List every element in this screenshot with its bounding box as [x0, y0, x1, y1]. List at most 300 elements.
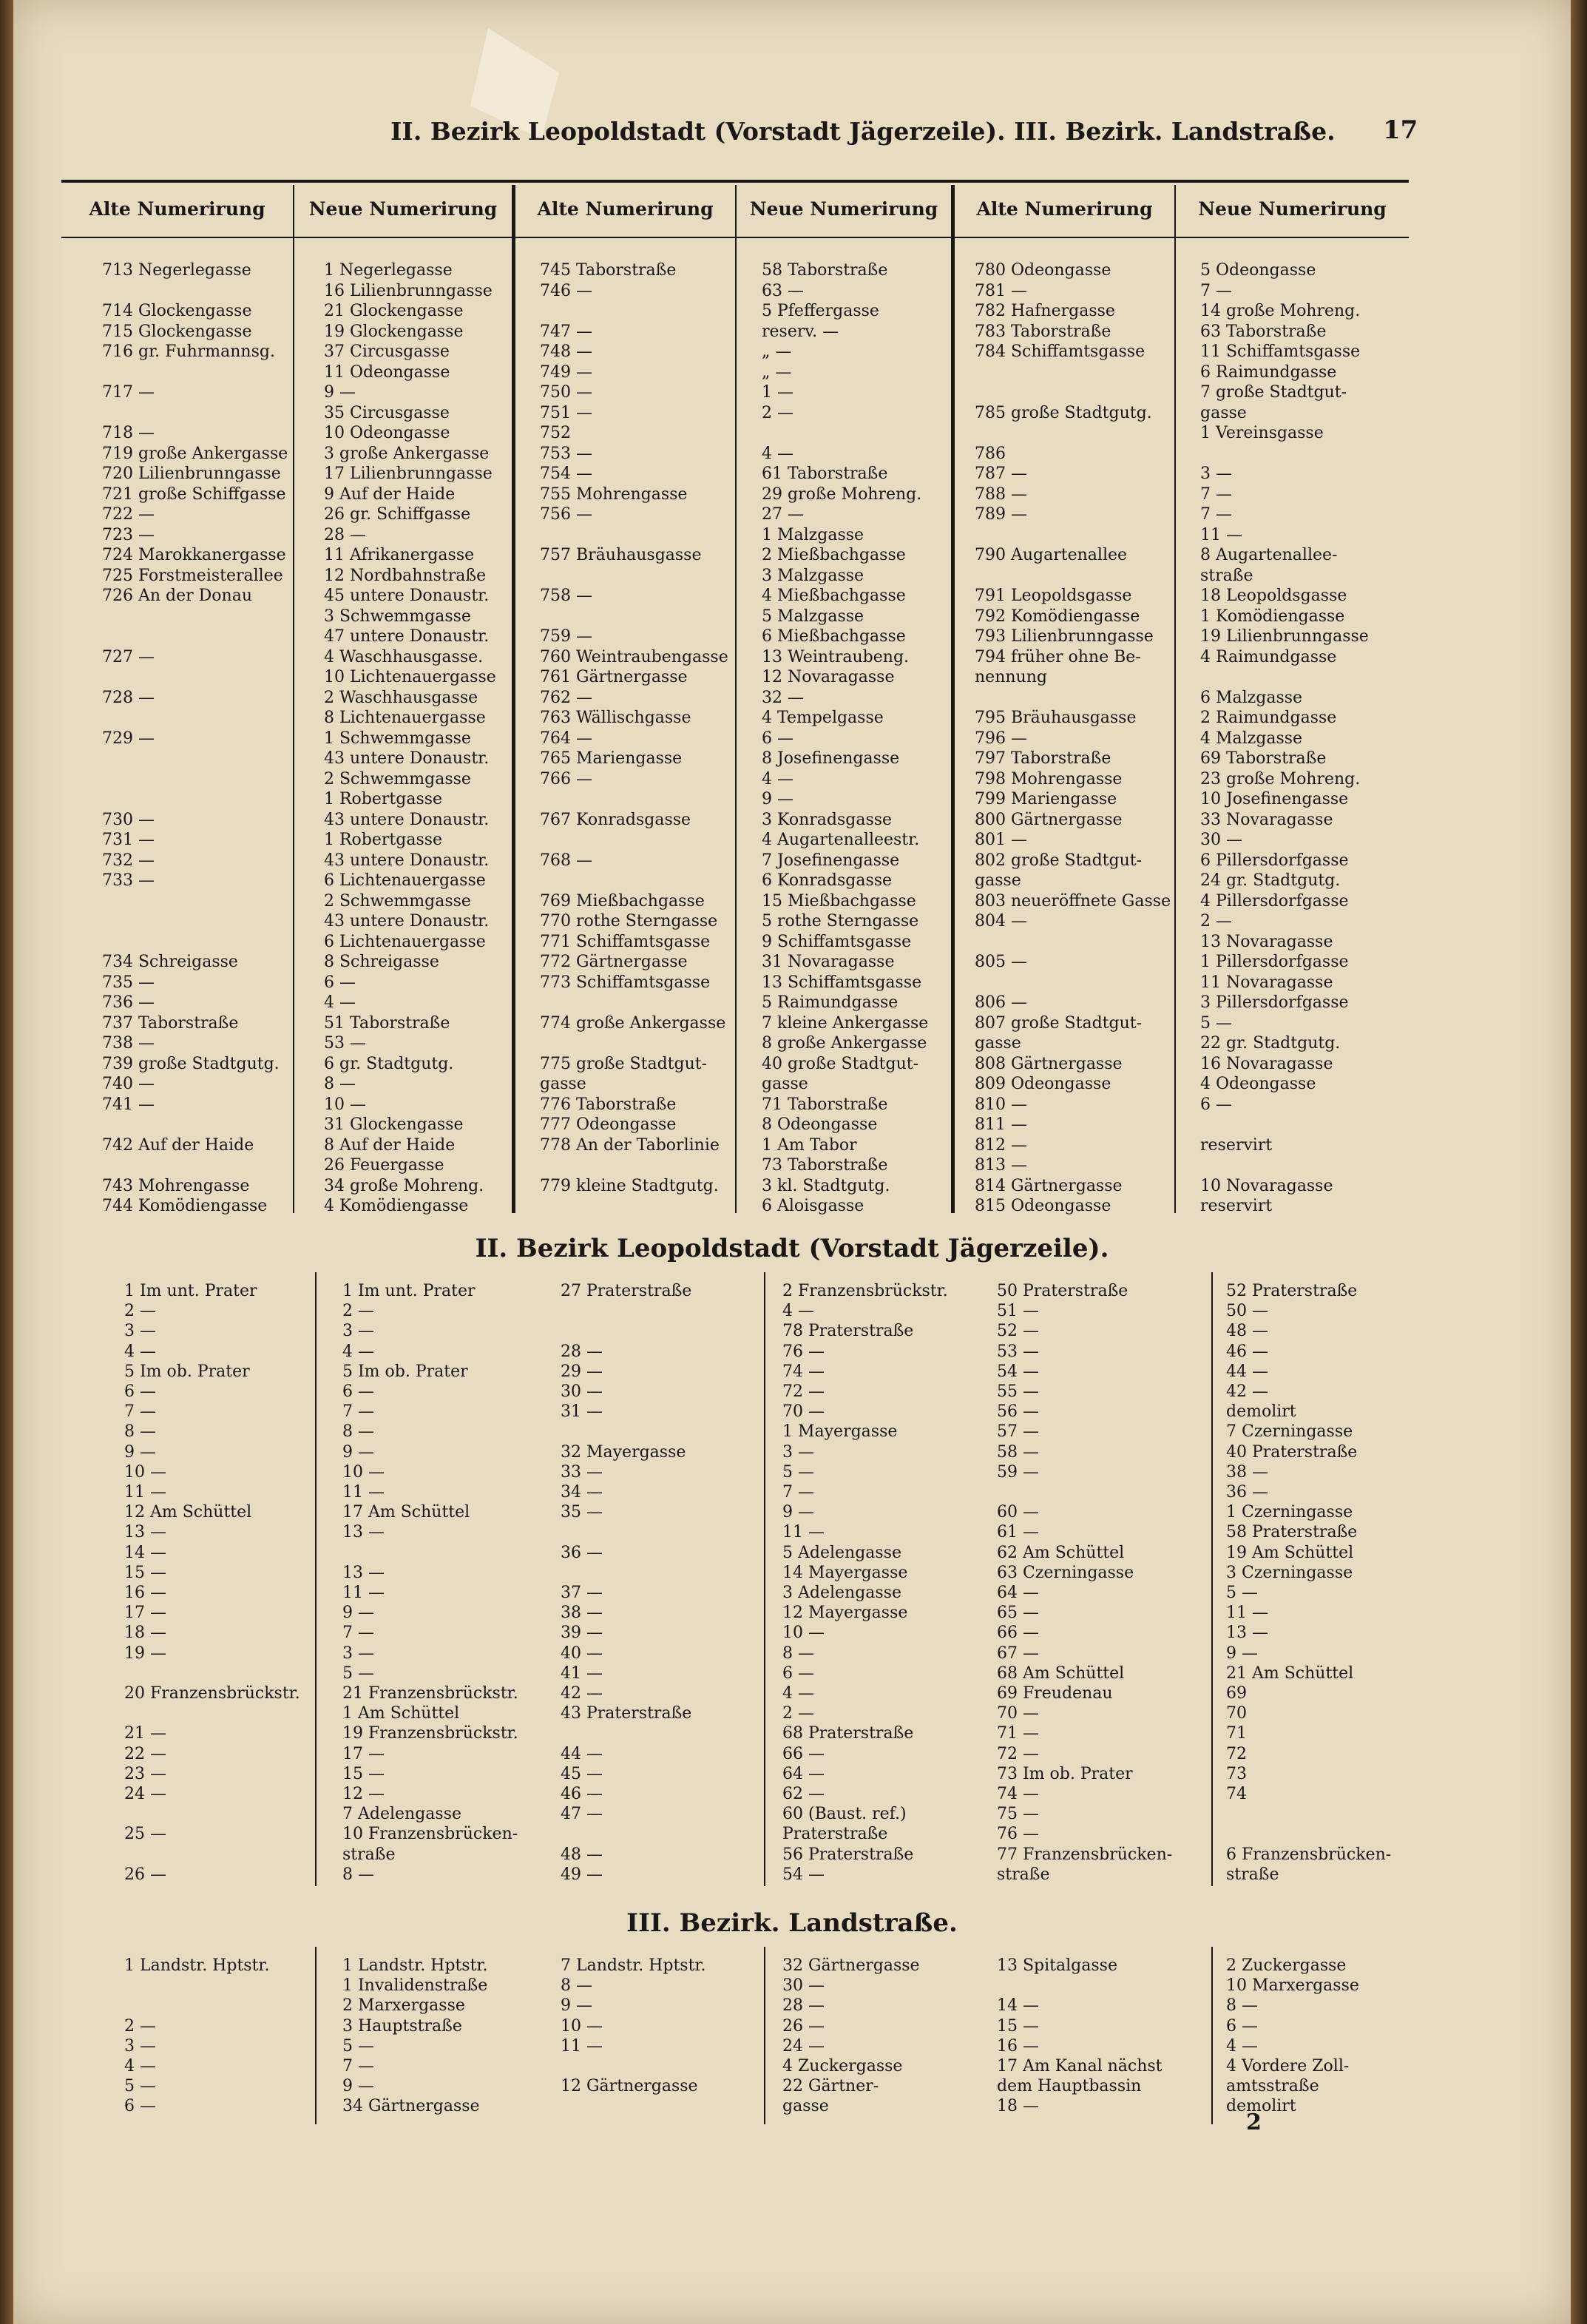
table-cell: 33 Novaragasse [1200, 810, 1333, 829]
table-cell: 7 Landstr. Hptstr. [561, 1956, 706, 1975]
table-cell: 77 Franzensbrücken- [997, 1845, 1173, 1864]
table-cell: 2 Raimundgasse [1200, 709, 1337, 727]
table-cell: 70 — [997, 1704, 1039, 1723]
table-cell: 13 Novaragasse [1200, 932, 1333, 951]
table-cell: 21 — [124, 1724, 166, 1743]
table-cell: 6 — [1200, 1095, 1232, 1114]
table-cell: 795 Bräuhausgasse [975, 709, 1137, 727]
table-cell: 1 — [762, 383, 794, 402]
table-cell: 780 Odeongasse [975, 261, 1111, 280]
table-cell: demolirt [1226, 1402, 1296, 1422]
column-divider [315, 1947, 317, 2124]
table-cell: straße [997, 1865, 1050, 1884]
table-cell: 784 Schiffamtsgasse [975, 342, 1146, 361]
table-cell: 74 — [782, 1362, 825, 1381]
table-cell: 30 — [782, 1976, 825, 1996]
table-cell: 4 Tempelgasse [762, 709, 884, 727]
table-cell: 1 Robertgasse [324, 790, 443, 808]
table-cell: 729 — [102, 729, 155, 748]
table-cell: 69 [1226, 1684, 1247, 1703]
table-cell: 53 — [324, 1034, 366, 1053]
table-cell: 805 — [975, 953, 1027, 971]
table-cell: 750 — [540, 383, 592, 402]
table-cell: 8 Josefinengasse [762, 749, 900, 768]
table-cell: 28 — [782, 1996, 825, 2016]
table-cell: 743 Mohrengasse [102, 1176, 250, 1195]
table-cell: 13 Spitalgasse [997, 1956, 1117, 1975]
table-cell: 771 Schiffamtsgasse [540, 932, 711, 951]
table-cell: 4 — [782, 1302, 814, 1321]
table-cell: 2 — [1200, 912, 1232, 930]
table-cell: 7 große Stadtgut- [1200, 383, 1347, 402]
table-cell: 3 — [342, 1644, 374, 1663]
table-cell: 21 Glockengasse [324, 302, 464, 320]
table-cell: 783 Taborstraße [975, 322, 1111, 341]
book-binding-right [1571, 0, 1587, 2324]
table-cell: 16 Lilienbrunngasse [324, 281, 493, 300]
table-cell: 751 — [540, 403, 592, 422]
table-cell: 45 untere Donaustr. [324, 587, 490, 605]
table-cell: 9 — [561, 1996, 592, 2016]
table-cell: 1 Schwemmgasse [324, 729, 471, 748]
table-cell: 766 — [540, 769, 592, 788]
column-divider [1211, 1272, 1213, 1886]
table-cell: demolirt [1226, 2097, 1296, 2116]
table-cell: 777 Odeongasse [540, 1115, 677, 1134]
table-cell: 10 Josefinengasse [1200, 790, 1349, 808]
table-cell: 37 — [561, 1584, 603, 1602]
table-cell: 24 — [124, 1785, 166, 1803]
table-cell: 25 — [124, 1825, 166, 1844]
table-cell: 13 — [342, 1523, 385, 1542]
table-cell: 17 Lilienbrunngasse [324, 465, 493, 483]
table-cell: 725 Forstmeisterallee [102, 566, 283, 585]
table-cell: 1 Landstr. Hptstr. [124, 1956, 270, 1975]
table-cell: 738 — [102, 1034, 155, 1053]
table-cell: 802 große Stadtgut- [975, 851, 1143, 870]
table-cell: 19 — [124, 1644, 166, 1663]
table-cell: 1 Mayergasse [782, 1422, 898, 1442]
table-cell: 737 Taborstraße [102, 1013, 239, 1033]
table-cell: 53 — [997, 1342, 1039, 1361]
column-divider [293, 185, 294, 1213]
table-cell: 75 — [997, 1805, 1039, 1824]
table-cell: 11 — [342, 1483, 385, 1502]
table-cell: 11 — [124, 1483, 166, 1502]
table-cell: gasse [782, 2097, 829, 2116]
table-cell: 2 Marxergasse [342, 1996, 465, 2016]
table-cell: 14 Mayergasse [782, 1563, 908, 1582]
table-cell: 760 Weintraubengasse [540, 647, 728, 666]
table-cell: 775 große Stadtgut- [540, 1054, 708, 1073]
table-cell: 6 Mießbachgasse [762, 627, 906, 646]
table-cell: 4 Mießbachgasse [762, 587, 906, 605]
table-cell: 787 — [975, 465, 1027, 483]
table-cell: 27 Praterstraße [561, 1282, 692, 1300]
table-cell: 73 [1226, 1764, 1247, 1783]
table-cell: 713 Negerlegasse [102, 261, 251, 280]
table-cell: 14 — [124, 1543, 166, 1562]
table-cell: 727 — [102, 647, 155, 666]
signature-mark: 2 [1246, 2109, 1262, 2135]
table-cell: 714 Glockengasse [102, 302, 252, 320]
table-cell: 8 große Ankergasse [762, 1034, 927, 1053]
table-cell: 59 — [997, 1462, 1039, 1482]
table-cell: 782 Hafnergasse [975, 302, 1115, 320]
table-cell: 8 Auf der Haide [324, 1135, 456, 1155]
table-cell: 755 Mohrengasse [540, 484, 688, 504]
table-cell: straße [1226, 1865, 1279, 1884]
table-cell: 798 Mohrengasse [975, 769, 1123, 788]
table-cell: 4 — [782, 1684, 814, 1703]
table-cell: 9 Auf der Haide [324, 484, 456, 504]
table-cell: 78 Praterstraße [782, 1322, 914, 1341]
table-cell: 72 — [997, 1744, 1039, 1763]
table-cell: 5 — [1226, 1584, 1258, 1602]
table-cell: 731 — [102, 831, 155, 849]
table-cell: 17 — [342, 1744, 385, 1763]
table-cell: 22 Gärtner- [782, 2077, 879, 2096]
table-cell: 36 — [1226, 1483, 1268, 1502]
table-cell: 58 — [997, 1442, 1039, 1462]
table-cell: 63 Taborstraße [1200, 322, 1327, 341]
table-cell: 8 — [342, 1865, 374, 1884]
section-title: II. Bezirk Leopoldstadt (Vorstadt Jägerzeile). [475, 1234, 1109, 1263]
table-cell: 724 Marokkanergasse [102, 546, 286, 564]
table-cell: 741 — [102, 1095, 155, 1114]
table-cell: 11 — [1200, 525, 1242, 544]
table-cell: 9 Schiffamtsgasse [762, 932, 912, 951]
table-cell: 11 — [561, 2036, 603, 2056]
table-cell: 808 Gärtnergasse [975, 1054, 1123, 1073]
table-cell: 7 Czerningasse [1226, 1422, 1353, 1442]
table-cell: 22 — [124, 1744, 166, 1763]
table-cell: 8 — [324, 1075, 356, 1093]
table-cell: 47 untere Donaustr. [324, 627, 490, 646]
table-cell: 749 — [540, 362, 592, 382]
table-cell: 3 große Ankergasse [324, 444, 490, 463]
table-cell: 815 Odeongasse [975, 1197, 1111, 1215]
table-cell: 5 Im ob. Prater [124, 1362, 250, 1381]
table-cell: 71 — [997, 1724, 1039, 1743]
table-cell: 2 — [342, 1302, 374, 1321]
table-cell: 11 — [1226, 1604, 1268, 1623]
table-cell: 12 Gärtnergasse [561, 2077, 698, 2096]
table-cell: 16 Novaragasse [1200, 1054, 1333, 1073]
table-cell: 67 — [997, 1644, 1039, 1663]
table-cell: 3 — [782, 1442, 814, 1462]
table-cell: 52 Praterstraße [1226, 1282, 1358, 1300]
table-cell: 720 Lilienbrunngasse [102, 465, 281, 483]
table-cell: 748 — [540, 342, 592, 361]
table-cell: 11 Schiffamtsgasse [1200, 342, 1361, 361]
table-cell: 5 Raimundgasse [762, 993, 899, 1012]
table-cell: 69 Freudenau [997, 1684, 1113, 1703]
table-cell: 16 — [124, 1584, 166, 1602]
column-header: Alte Numerirung [537, 198, 714, 220]
table-cell: 65 — [997, 1604, 1039, 1623]
column-divider [1211, 1947, 1213, 2124]
table-cell: 4 Waschhausgasse. [324, 647, 484, 666]
table-cell: 50 Praterstraße [997, 1282, 1129, 1300]
book-binding-left [0, 0, 13, 2324]
table-cell: 17 Am Kanal nächst [997, 2057, 1163, 2075]
table-cell: 72 [1226, 1744, 1247, 1763]
table-cell: 44 — [561, 1744, 603, 1763]
table-cell: 2 — [762, 403, 794, 422]
table-cell: 744 Komödiengasse [102, 1197, 268, 1215]
table-cell: gasse [1200, 403, 1247, 422]
table-cell: 5 Odeongasse [1200, 261, 1316, 280]
table-cell: 742 Auf der Haide [102, 1135, 254, 1155]
table-cell: 1 Vereinsgasse [1200, 424, 1324, 442]
table-cell: 14 große Mohreng. [1200, 302, 1361, 320]
table-cell: 9 — [342, 2077, 374, 2096]
table-cell: 13 — [342, 1563, 385, 1582]
table-cell: 9 — [342, 1442, 374, 1462]
table-cell: 728 — [102, 688, 155, 707]
table-cell: 29 große Mohreng. [762, 484, 922, 504]
table-cell: 3 Pillersdorfgasse [1200, 993, 1349, 1012]
table-cell: 778 An der Taborlinie [540, 1135, 720, 1155]
table-cell: 43 untere Donaustr. [324, 912, 490, 930]
table-cell: 6 Konradsgasse [762, 871, 893, 890]
table-cell: 47 — [561, 1805, 603, 1824]
column-divider [735, 185, 737, 1213]
table-cell: 4 — [324, 993, 356, 1012]
table-cell: 779 kleine Stadtgutg. [540, 1176, 719, 1195]
table-cell: 28 — [561, 1342, 603, 1361]
table-cell: 1 Pillersdorfgasse [1200, 953, 1349, 971]
table-cell: 76 — [782, 1342, 825, 1361]
table-cell: 810 — [975, 1095, 1027, 1114]
table-cell: 753 — [540, 444, 592, 463]
table-cell: 34 große Mohreng. [324, 1176, 484, 1195]
table-cell: 9 — [1226, 1644, 1258, 1663]
table-cell: 1 Landstr. Hptstr. [342, 1956, 488, 1975]
table-cell: 13 Weintraubeng. [762, 647, 910, 666]
table-cell: 14 — [997, 1996, 1039, 2016]
table-cell: 19 Lilienbrunngasse [1200, 627, 1369, 646]
table-cell: 6 Malzgasse [1200, 688, 1303, 707]
table-cell: 7 — [342, 1624, 374, 1643]
table-cell: 7 — [1200, 505, 1232, 524]
table-cell: reservirt [1200, 1197, 1273, 1215]
table-cell: 63 — [762, 281, 804, 300]
table-cell: „ — [762, 342, 792, 361]
table-cell: 55 — [997, 1382, 1039, 1401]
table-cell: 58 Taborstraße [762, 261, 888, 280]
table-cell: 3 Adelengasse [782, 1584, 902, 1602]
table-cell: 4 Zuckergasse [782, 2057, 903, 2075]
table-cell: 797 Taborstraße [975, 749, 1111, 768]
table-cell: 17 Am Schüttel [342, 1503, 470, 1522]
table-cell: 31 Glockengasse [324, 1115, 464, 1134]
table-cell: 60 (Baust. ref.) [782, 1805, 907, 1824]
table-cell: 762 — [540, 688, 592, 707]
table-cell: 1 Am Schüttel [342, 1704, 460, 1723]
table-cell: 732 — [102, 851, 155, 870]
table-cell: 26 — [124, 1865, 166, 1884]
table-cell: 68 Praterstraße [782, 1724, 914, 1743]
table-cell: 15 Mießbachgasse [762, 891, 916, 911]
table-cell: 801 — [975, 831, 1027, 849]
table-cell: 8 — [782, 1644, 814, 1663]
table-cell: 32 Mayergasse [561, 1442, 686, 1462]
table-cell: 48 — [561, 1845, 603, 1864]
table-cell: 773 Schiffamtsgasse [540, 973, 711, 992]
table-cell: 37 Circusgasse [324, 342, 450, 361]
table-cell: 61 — [997, 1523, 1039, 1542]
table-cell: 5 — [124, 2077, 156, 2096]
table-cell: 4 — [762, 444, 794, 463]
table-cell: 739 große Stadtgutg. [102, 1054, 280, 1073]
table-cell: 4 Augartenalleestr. [762, 831, 920, 849]
table-cell: 13 — [124, 1523, 166, 1542]
table-cell: 734 Schreigasse [102, 953, 238, 971]
table-cell: 57 — [997, 1422, 1039, 1442]
table-cell: 757 Bräuhausgasse [540, 546, 702, 564]
table-cell: 71 [1226, 1724, 1247, 1743]
table-cell: 11 Novaragasse [1200, 973, 1333, 992]
table-cell: 2 Waschhausgasse [324, 688, 478, 707]
table-cell: straße [1200, 566, 1253, 585]
table-cell: 735 — [102, 973, 155, 992]
table-cell: nennung [975, 668, 1047, 686]
table-cell: 6 Lichtenauergasse [324, 871, 486, 890]
table-cell: 51 — [997, 1302, 1039, 1321]
table-cell: 11 Afrikanergasse [324, 546, 475, 564]
table-cell: 804 — [975, 912, 1027, 930]
table-cell: 48 — [1226, 1322, 1268, 1341]
column-divider [951, 185, 955, 1213]
table-cell: 12 Novaragasse [762, 668, 895, 686]
table-cell: 785 große Stadtgutg. [975, 403, 1152, 422]
table-cell: 4 Raimundgasse [1200, 647, 1337, 666]
page-number: 17 [1383, 115, 1418, 145]
table-cell: 8 — [1226, 1996, 1258, 2016]
table-cell: 6 Aloisgasse [762, 1197, 864, 1215]
table-cell: 74 — [997, 1785, 1039, 1803]
table-cell: 1 Im unt. Prater [342, 1282, 476, 1300]
table-cell: 806 — [975, 993, 1027, 1012]
table-cell: 35 Circusgasse [324, 403, 450, 422]
table-cell: 7 Josefinengasse [762, 851, 900, 870]
table-cell: 4 — [124, 2057, 156, 2075]
table-cell: 60 — [997, 1503, 1039, 1522]
table-cell: 26 — [782, 2016, 825, 2036]
table-cell: 19 Glockengasse [324, 322, 464, 341]
table-cell: 7 kleine Ankergasse [762, 1013, 929, 1033]
table-cell: 12 Am Schüttel [124, 1503, 252, 1522]
table-cell: 1 Im unt. Prater [124, 1282, 257, 1300]
table-cell: 45 — [561, 1764, 603, 1783]
table-cell: 41 — [561, 1663, 603, 1683]
table-cell: 40 große Stadtgut- [762, 1054, 919, 1073]
table-cell: 781 — [975, 281, 1027, 300]
column-divider [764, 1947, 765, 2124]
table-cell: 10 Lichtenauergasse [324, 668, 496, 686]
table-cell: 10 Marxergasse [1226, 1976, 1359, 1996]
table-cell: 722 — [102, 505, 155, 524]
table-cell: 70 — [782, 1402, 825, 1422]
table-cell: 9 — [124, 1442, 156, 1462]
table-cell: 5 rothe Sterngasse [762, 912, 919, 930]
table-cell: 13 — [1226, 1624, 1268, 1643]
table-cell: 24 gr. Stadtgutg. [1200, 871, 1341, 890]
column-divider [764, 1272, 765, 1886]
table-cell: 3 Schwemmgasse [324, 607, 471, 626]
table-cell: 1 Komödiengasse [1200, 607, 1345, 626]
table-cell: 716 gr. Fuhrmannsg. [102, 342, 275, 361]
table-cell: 770 rothe Sterngasse [540, 912, 718, 930]
table-cell: 70 [1226, 1704, 1247, 1723]
table-cell: 6 gr. Stadtgutg. [324, 1054, 454, 1073]
table-cell: 715 Glockengasse [102, 322, 252, 341]
table-cell: 29 — [561, 1362, 603, 1381]
table-cell: 63 Czerningasse [997, 1563, 1134, 1582]
table-cell: 4 — [124, 1342, 156, 1361]
table-cell: 11 — [342, 1584, 385, 1602]
table-cell: reservirt [1200, 1135, 1273, 1155]
table-cell: amtsstraße [1226, 2077, 1319, 2096]
table-cell: gasse [975, 871, 1021, 890]
table-cell: 6 — [762, 729, 794, 748]
table-cell: 769 Mießbachgasse [540, 891, 705, 911]
table-cell: 746 — [540, 281, 592, 300]
table-cell: 68 Am Schüttel [997, 1663, 1125, 1683]
table-cell: 763 Wällischgasse [540, 709, 691, 727]
table-cell: 4 Malzgasse [1200, 729, 1303, 748]
table-cell: 43 Praterstraße [561, 1704, 692, 1723]
table-cell: 811 — [975, 1115, 1027, 1134]
table-cell: 21 Am Schüttel [1226, 1663, 1354, 1683]
table-cell: 812 — [975, 1135, 1027, 1155]
table-cell: 4 Komödiengasse [324, 1197, 469, 1215]
table-cell: 796 — [975, 729, 1027, 748]
table-cell: 52 — [997, 1322, 1039, 1341]
document-page [13, 0, 1571, 2324]
table-cell: 23 — [124, 1764, 166, 1783]
table-cell: 11 — [782, 1523, 825, 1542]
table-cell: 754 — [540, 465, 592, 483]
table-cell: 7 — [782, 1483, 814, 1502]
table-cell: 30 — [561, 1382, 603, 1401]
table-cell: 2 Mießbachgasse [762, 546, 906, 564]
table-cell: 13 Schiffamtsgasse [762, 973, 922, 992]
table-cell: 15 — [342, 1764, 385, 1783]
table-cell: 5 — [1200, 1013, 1232, 1033]
table-cell: 7 Adelengasse [342, 1805, 462, 1824]
table-cell: 8 Lichtenauergasse [324, 709, 486, 727]
table-cell: 6 — [124, 2097, 156, 2116]
table-cell: 813 — [975, 1156, 1027, 1175]
table-cell: 72 — [782, 1382, 825, 1401]
table-cell: 22 gr. Stadtgutg. [1200, 1034, 1341, 1053]
table-cell: 8 Augartenallee- [1200, 546, 1338, 564]
table-cell: 772 Gärtnergasse [540, 953, 688, 971]
table-cell: 3 Malzgasse [762, 566, 864, 585]
table-cell: 799 Mariengasse [975, 790, 1117, 808]
table-cell: 40 — [561, 1644, 603, 1663]
table-cell: 10 — [782, 1624, 825, 1643]
table-cell: 26 gr. Schiffgasse [324, 505, 471, 524]
table-cell: 40 Praterstraße [1226, 1442, 1358, 1462]
table-cell: 718 — [102, 424, 155, 442]
table-cell: 767 Konradsgasse [540, 810, 691, 829]
table-cell: 10 — [124, 1462, 166, 1482]
table-cell: 19 Am Schüttel [1226, 1543, 1354, 1562]
